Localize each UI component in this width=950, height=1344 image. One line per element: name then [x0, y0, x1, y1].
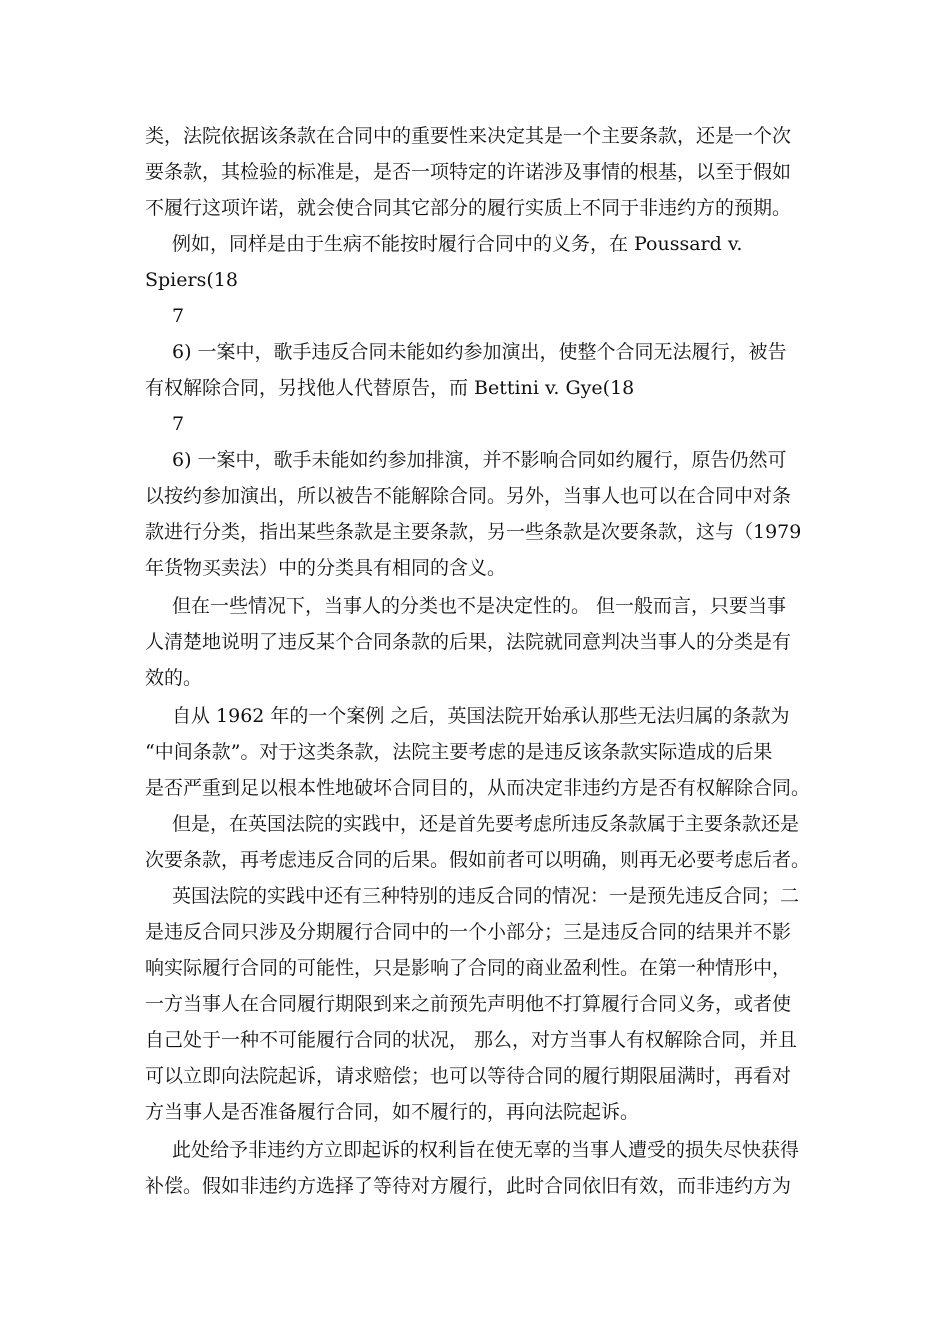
text-line: 是否严重到足以根本性地破坏合同目的，从而决定非违约方是否有权解除合同。 — [145, 777, 810, 799]
text-line: 响实际履行合同的可能性，只是影响了合同的商业盈利性。在第一种情形中， — [145, 957, 792, 979]
text-line: 此处给予非违约方立即起诉的权利旨在使无辜的当事人遭受的损失尽快获得 — [172, 1139, 800, 1161]
text-line: 不履行这项许诺，就会使合同其它部分的履行实质上不同于非违约方的预期。 — [145, 197, 792, 219]
text-line: 款进行分类，指出某些条款是主要条款，另一些条款是次要条款，这与（1979 — [145, 521, 802, 543]
text-line: 是违反合同只涉及分期履行合同中的一个小部分；三是违反合同的结果并不影 — [145, 921, 792, 943]
text-line: 要条款，其检验的标准是，是否一项特定的许诺涉及事情的根基，以至于假如 — [145, 161, 792, 183]
text-line: 自从 1962 年的一个案例 之后，英国法院开始承认那些无法归属的条款为 — [172, 705, 790, 727]
text-line: 7 — [172, 305, 185, 327]
text-line: 自己处于一种不可能履行合同的状况， 那么，对方当事人有权解除合同，并且 — [145, 1029, 798, 1051]
text-line: 可以立即向法院起诉，请求赔偿；也可以等待合同的履行期限届满时，再看对 — [145, 1065, 792, 1087]
text-line: 方当事人是否准备履行合同，如不履行的，再向法院起诉。 — [145, 1101, 640, 1123]
text-line: 一方当事人在合同履行期限到来之前预先声明他不打算履行合同义务，或者使 — [145, 993, 792, 1015]
text-line: 英国法院的实践中还有三种特别的违反合同的情况：一是预先违反合同；二 — [172, 885, 800, 907]
text-line: 6) 一案中，歌手未能如约参加排演，并不影响合同如约履行，原告仍然可 — [172, 449, 787, 471]
text-line: 但在一些情况下，当事人的分类也不是决定性的。 但一般而言，只要当事 — [172, 595, 787, 617]
text-line: 有权解除合同，另找他人代替原告，而 Bettini v. Gye(18 — [145, 377, 635, 399]
text-line: 以按约参加演出，所以被告不能解除合同。另外，当事人也可以在合同中对条 — [145, 485, 792, 507]
text-line: 人清楚地说明了违反某个合同条款的后果，法院就同意判决当事人的分类是有 — [145, 631, 792, 653]
text-line: 次要条款，再考虑违反合同的后果。假如前者可以明确，则再无必要考虑后者。 — [145, 849, 810, 871]
text-line: 年货物买卖法）中的分类具有相同的含义。 — [145, 557, 507, 579]
text-line: 补偿。假如非违约方选择了等待对方履行，此时合同依旧有效，而非违约方为 — [145, 1175, 792, 1197]
text-line: 6) 一案中，歌手违反合同未能如约参加演出，使整个合同无法履行，被告 — [172, 341, 787, 363]
text-line: 7 — [172, 413, 185, 435]
text-line: 效的。 — [145, 667, 203, 689]
text-line: Spiers(18 — [145, 269, 238, 291]
text-line: 但是，在英国法院的实践中，还是首先要考虑所违反条款属于主要条款还是 — [172, 813, 800, 835]
text-line: “中间条款”。对于这类条款，法院主要考虑的是违反该条款实际造成的后果 — [145, 741, 773, 763]
text-line: 类，法院依据该条款在合同中的重要性来决定其是一个主要条款，还是一个次 — [145, 125, 792, 147]
text-line: 例如，同样是由于生病不能按时履行合同中的义务，在 Poussard v. — [172, 233, 743, 255]
